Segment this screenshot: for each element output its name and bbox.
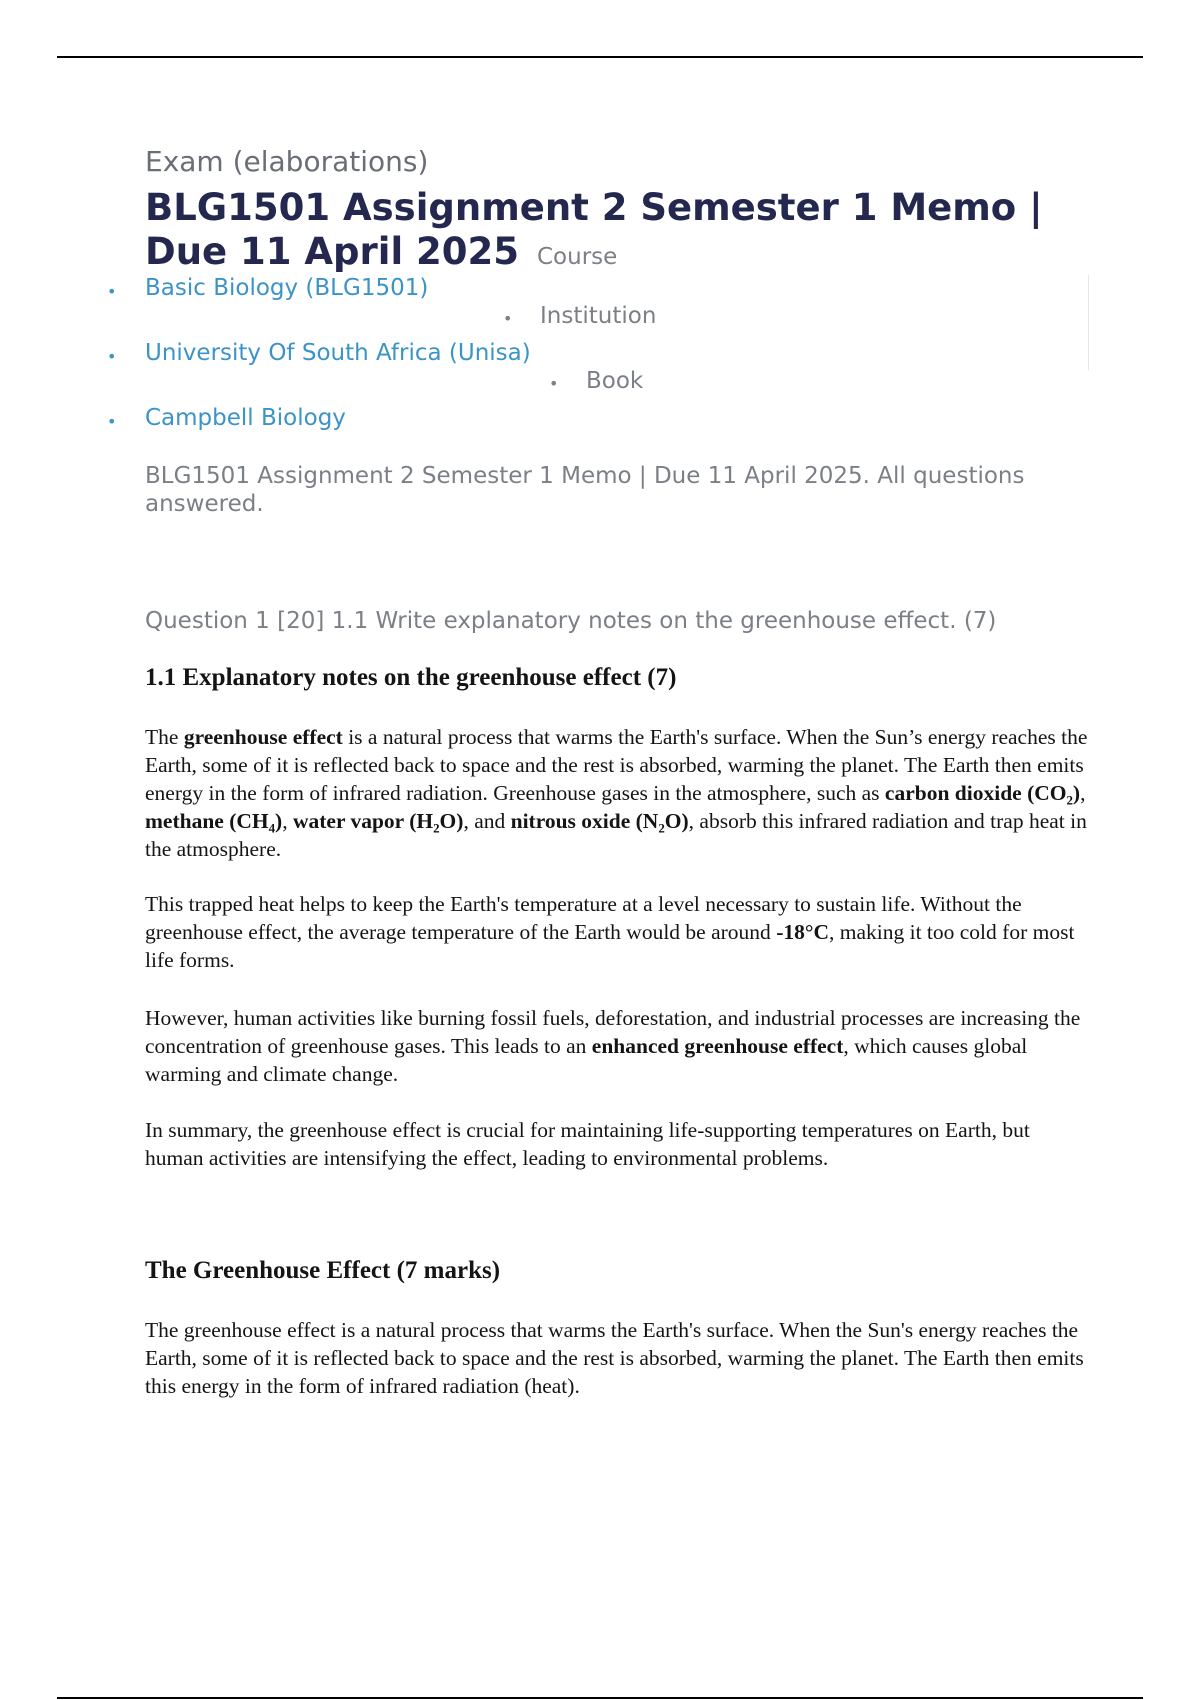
institution-label: Institution bbox=[540, 303, 657, 329]
book-label: Book bbox=[586, 368, 644, 394]
course-link[interactable]: Basic Biology (BLG1501) bbox=[145, 275, 429, 301]
institution-link[interactable]: University Of South Africa (Unisa) bbox=[145, 340, 531, 366]
paragraph: This trapped heat helps to keep the Earth's temperature at a level necessary to sustain life. Without the greenhouse effect, the average temperature of the Earth would be around -18°C, making it too cold for most life forms. bbox=[145, 892, 1075, 972]
section-heading: 1.1 Explanatory notes on the greenhouse effect (7) bbox=[145, 664, 677, 691]
document-title bbox=[145, 186, 1075, 279]
paragraph: However, human activities like burning fossil fuels, deforestation, and industrial processes are increasing the concentration of greenhouse gases. This leads to an enhanced greenhouse effect, which causes global warming and climate change. bbox=[145, 1006, 1081, 1086]
document-type: Exam (elaborations) bbox=[145, 145, 429, 178]
divider-line bbox=[1088, 275, 1089, 370]
document-summary: BLG1501 Assignment 2 Semester 1 Memo | Due 11 April 2025. All questions answered. bbox=[145, 463, 1025, 517]
section-heading: The Greenhouse Effect (7 marks) bbox=[145, 1257, 501, 1284]
bottom-rule bbox=[57, 1697, 1143, 1699]
book-link[interactable]: Campbell Biology bbox=[145, 405, 346, 431]
top-rule bbox=[57, 56, 1143, 58]
question-heading: Question 1 [20] 1.1 Write explanatory notes on the greenhouse effect. (7) bbox=[145, 608, 997, 634]
paragraph: In summary, the greenhouse effect is crucial for maintaining life-supporting temperatures on Earth, but human activities are intensifying the effect, leading to environmental problems. bbox=[145, 1118, 1030, 1170]
paragraph: The greenhouse effect is a natural process that warms the Earth's surface. When the Sun's energy reaches the Earth, some of it is reflected back to space and the rest is absorbed, warming the planet. The Earth then emits this energy in the form of infrared radiation (heat). bbox=[145, 1318, 1084, 1398]
bullet-icon: • bbox=[107, 412, 117, 431]
title-text: BLG1501 Assignment 2 Semester 1 Memo | Due 11 April 2025 bbox=[145, 186, 1043, 273]
bullet-icon: • bbox=[503, 309, 513, 328]
bullet-icon: • bbox=[107, 282, 117, 301]
bullet-icon: • bbox=[107, 347, 117, 366]
bullet-icon: • bbox=[549, 374, 559, 393]
paragraph: The greenhouse effect is a natural process that warms the Earth's surface. When the Sun’s energy reaches the Earth, some of it is reflected back to space and the rest is absorbed, warming the planet. The Earth then emits energy in the form of infrared radiation. Greenhouse gases in the atmosphere, such as carbon dioxide (CO₂), methane (CH₄), water vapor (H₂O), and nitrous oxide (N₂O), absorb this infrared radiation and trap heat in the atmosphere. bbox=[145, 725, 1088, 861]
course-label: Course bbox=[537, 244, 618, 270]
